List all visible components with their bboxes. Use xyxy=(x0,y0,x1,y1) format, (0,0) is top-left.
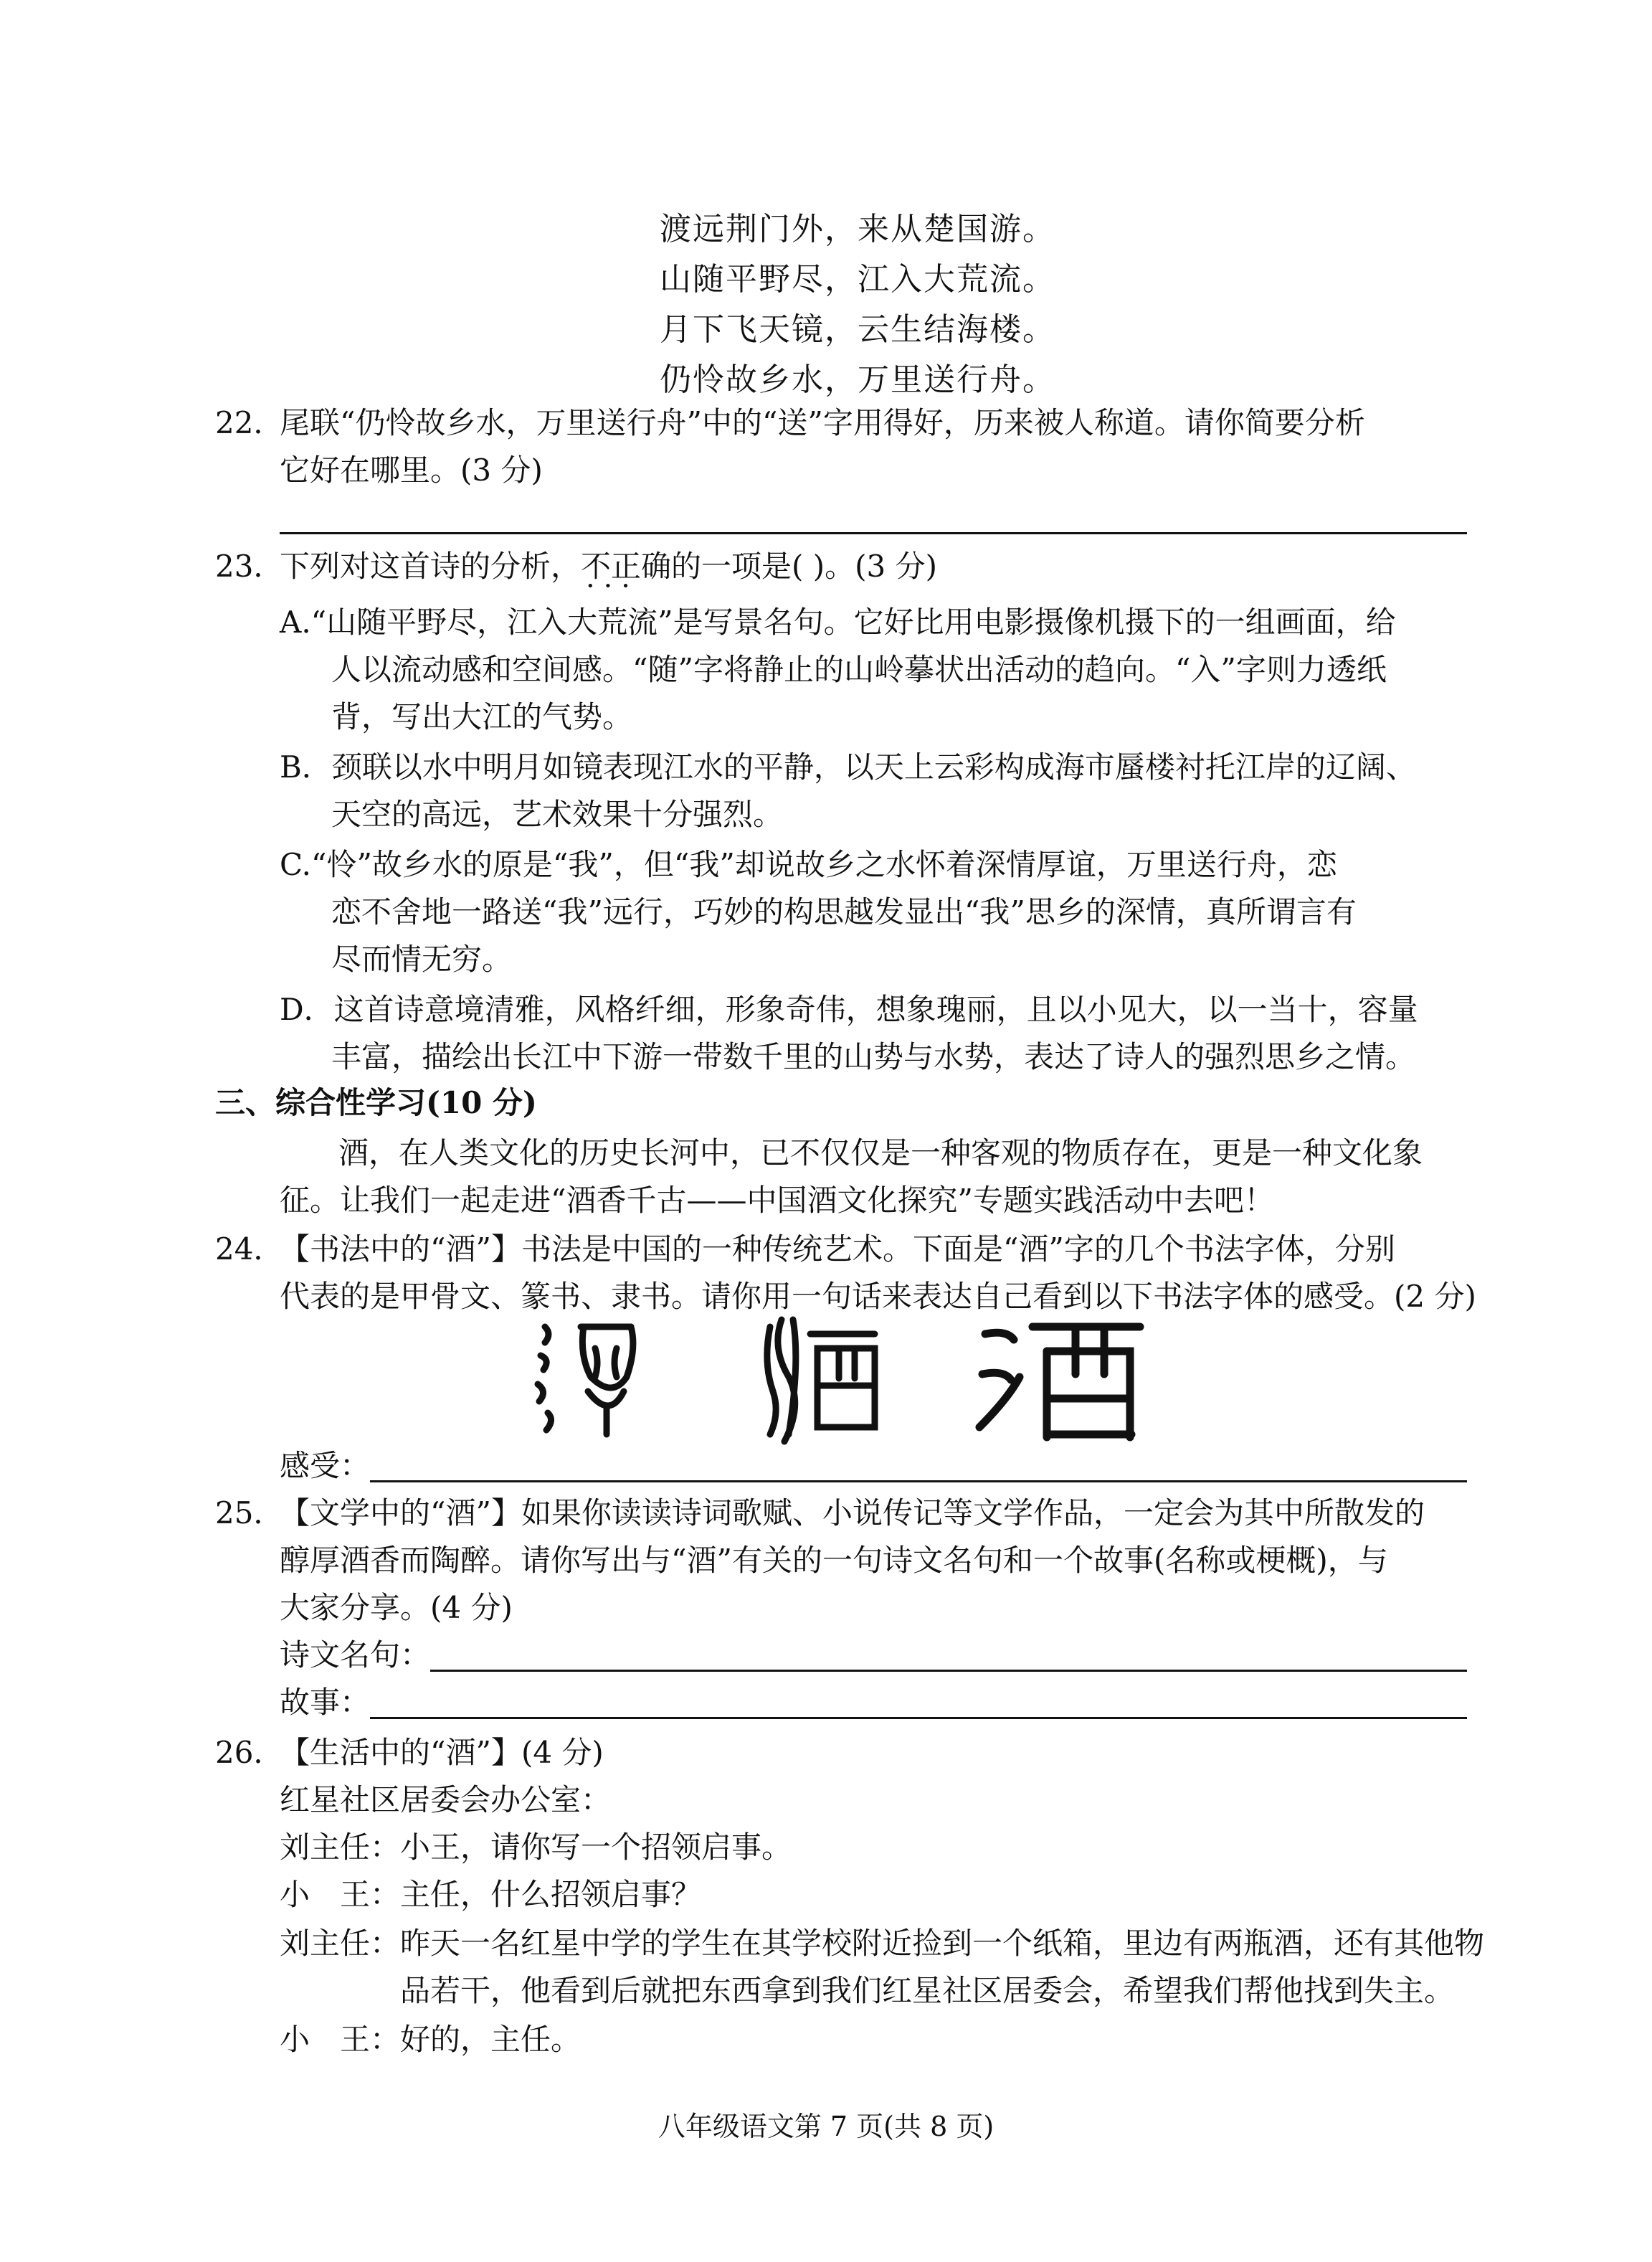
calligraphy-images xyxy=(502,1305,1162,1463)
seal-script-jiu-image xyxy=(760,1305,889,1449)
q23-stem xyxy=(280,545,937,588)
q22-answer-line[interactable] xyxy=(280,532,1467,534)
q23-emphasis: 不正确 ••• xyxy=(581,549,671,584)
q25-line-3: 大家分享。(4 分) xyxy=(280,1590,513,1625)
q24-answer-line[interactable] xyxy=(370,1480,1467,1482)
dialog-line-1: 小王，请你写一个招领启事。 xyxy=(400,1830,792,1865)
section-3-title: 三、综合性学习(10 分) xyxy=(215,1085,537,1120)
q25-line-1: 【文学中的“酒”】如果你读读诗词歌赋、小说传记等文学作品，一定会为其中所散发的 xyxy=(280,1495,1425,1530)
q23-option-a-line-3: 背，写出大江的气势。 xyxy=(331,699,633,734)
q23-number: 23． xyxy=(215,549,284,584)
q25-line-2: 醇厚酒香而陶醉。请你写出与“酒”有关的一句诗文名句和一个故事(名称或梗概)，与 xyxy=(280,1543,1388,1578)
q23-option-d-line-1: D．这首诗意境清雅，风格纤细，形象奇伟，想象瑰丽，且以小见大，以一当十，容量 xyxy=(280,992,1418,1027)
poem-line-1: 渡远荆门外，来从楚国游。 xyxy=(660,211,1055,247)
q23-stem-b: 的一项是( )。(3 分) xyxy=(671,549,937,584)
q25-poem-label: 诗文名句： xyxy=(280,1637,431,1672)
dialog-line-2: 主任，什么招领启事？ xyxy=(400,1877,702,1912)
q23-option-b-line-1: B．颈联以水中明月如镜表现江水的平静，以天上云彩构成海市蜃楼衬托江岸的辽阔、 xyxy=(280,749,1416,785)
q22-number: 22． xyxy=(215,405,284,440)
poem-line-4: 仍怜故乡水，万里送行舟。 xyxy=(660,361,1055,398)
q23-stem-a: 下列对这首诗的分析， xyxy=(280,549,581,584)
q23-option-c-line-1: C.“怜”故乡水的原是“我”，但“我”却说故乡之水怀着深情厚谊，万里送行舟，恋 xyxy=(280,847,1337,882)
q25-story-answer-line[interactable] xyxy=(370,1717,1467,1719)
dialog-speaker-3: 刘主任： xyxy=(280,1926,401,1961)
q24-number: 24． xyxy=(215,1231,284,1267)
dialog-line-3b: 品若干，他看到后就把东西拿到我们红星社区居委会，希望我们帮他找到失主。 xyxy=(400,1973,1455,2008)
dialog-speaker-4: 小 王： xyxy=(280,2022,401,2057)
poem-line-3: 月下飞天镜，云生结海楼。 xyxy=(660,311,1055,348)
q23-option-a-line-1: A.“山随平野尽，江入大荒流”是写景名句。它好比用电影摄像机摄下的一组画面，给 xyxy=(280,605,1396,640)
oracle-bone-jiu-image xyxy=(531,1305,660,1449)
q26-scene: 红星社区居委会办公室： xyxy=(280,1782,612,1817)
dialog-line-4: 好的，主任。 xyxy=(400,2022,581,2057)
q25-poem-answer-line[interactable] xyxy=(430,1670,1467,1672)
q23-option-d-line-2: 丰富，描绘出长江中下游一带数千里的山势与水势，表达了诗人的强烈思乡之情。 xyxy=(331,1039,1416,1074)
q24-line-1: 【书法中的“酒”】书法是中国的一种传统艺术。下面是“酒”字的几个书法字体，分别 xyxy=(280,1231,1395,1267)
section-3-intro-line-2: 征。让我们一起走进“酒香千古——中国酒文化探究”专题实践活动中去吧！ xyxy=(280,1183,1274,1218)
q24-answer-label: 感受： xyxy=(280,1448,371,1483)
q22-line-2: 它好在哪里。(3 分) xyxy=(280,453,543,488)
q24-line-2: 代表的是甲骨文、篆书、隶书。请你用一句话来表达自己看到以下书法字体的感受。(2 分) xyxy=(280,1279,1476,1314)
section-3-intro-line-1: 酒，在人类文化的历史长河中，已不仅仅是一种客观的物质存在，更是一种文化象 xyxy=(338,1135,1423,1170)
poem-line-2: 山随平野尽，江入大荒流。 xyxy=(660,261,1055,298)
q23-option-b-line-2: 天空的高远，艺术效果十分强烈。 xyxy=(331,797,784,832)
q25-story-label: 故事： xyxy=(280,1685,371,1720)
q26-title: 【生活中的“酒”】(4 分) xyxy=(280,1735,604,1770)
page-footer: 八年级语文第 7 页(共 8 页) xyxy=(658,2111,994,2142)
dialog-line-3a: 昨天一名红星中学的学生在其学校附近捡到一个纸箱，里边有两瓶酒，还有其他物 xyxy=(400,1926,1485,1961)
q23-option-a-line-2: 人以流动感和空间感。“随”字将静止的山岭摹状出活动的趋向。“入”字则力透纸 xyxy=(331,652,1387,687)
q22-line-1: 尾联“仍怜故乡水，万里送行舟”中的“送”字用得好，历来被人称道。请你简要分析 xyxy=(280,405,1365,440)
q23-option-c-line-3: 尽而情无穷。 xyxy=(331,942,513,977)
dialog-speaker-1: 刘主任： xyxy=(280,1830,401,1865)
q26-number: 26． xyxy=(215,1735,284,1770)
q23-option-c-line-2: 恋不舍地一路送“我”远行，巧妙的构思越发显出“我”思乡的深情，真所谓言有 xyxy=(331,894,1357,929)
dialog-speaker-2: 小 王： xyxy=(280,1877,401,1912)
clerical-script-jiu-image xyxy=(975,1305,1147,1449)
q25-number: 25． xyxy=(215,1495,284,1530)
